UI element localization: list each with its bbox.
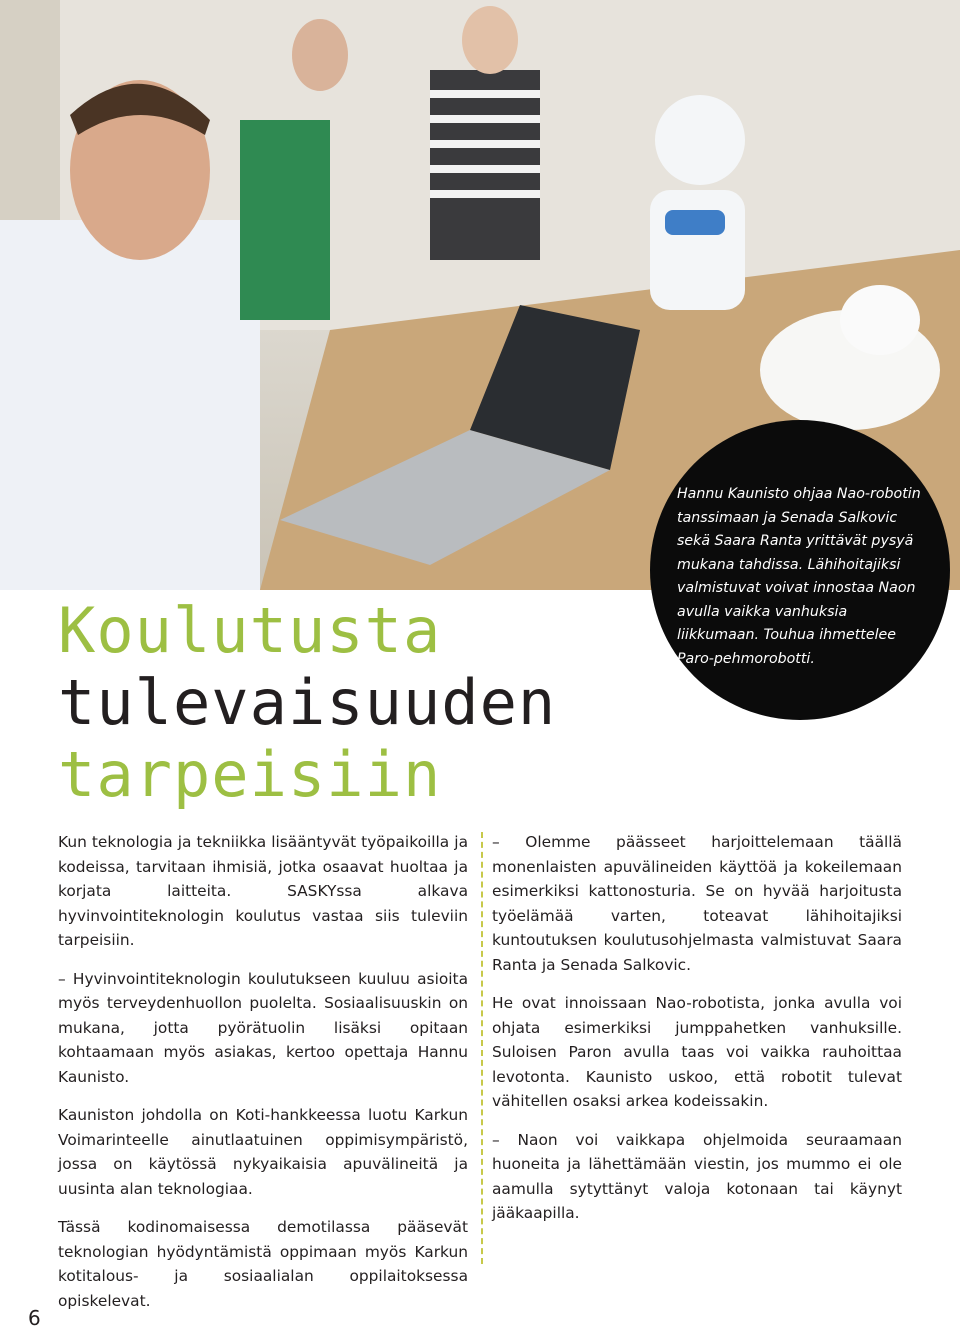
left-column — [58, 830, 468, 1327]
title-line-3: tarpeisiin — [58, 738, 442, 811]
paragraph: – Olemme päässeet harjoittelemaan täällä monenlaisten apuvälineiden käyttöä ja kokeilemaan esimerkiksi kattonosturia. Se on hyvää harjoitusta työelämää varten, toteavat lähihoitajiksi kuntoutuksen koulutusohjelmasta valmistuvat Saara Ranta ja Senada Salkovic. — [492, 833, 902, 974]
paragraph: He ovat innoissaan Nao-robotista, jonka avulla voi ohjata esimerkiksi jumppahetken vanhuksille. Suloisen Paron avulla taas voi vaikka rauhoittaa levotonta. Kaunisto uskoo, että robotit tulevat vähitellen osaksi arkea kodeissakin. — [492, 994, 902, 1110]
right-column — [492, 830, 902, 1240]
title-line-2: tulevaisuuden — [58, 666, 557, 739]
column-divider — [481, 832, 483, 1264]
paragraph: Tässä kodinomaisessa demotilassa pääsevät teknologian hyödyntämistä oppimaan myös Karkun kotitalous- ja sosiaalialan oppilaitoksessa opiskelevat. — [58, 1218, 468, 1310]
page-number: 6 — [28, 1306, 41, 1330]
paragraph: – Hyvinvointiteknologin koulutukseen kuuluu asioita myös terveydenhuollon puolelta. Sosiaalisuuskin on mukana, jotta pyörätuolin lisäksi opitaan kohtaamaan myös asiakas, kertoo opettaja Hannu Kaunisto. — [58, 969, 468, 1086]
title-line-1: Koulutusta — [58, 594, 442, 667]
paragraph: – Naon voi vaikkapa ohjelmoida seuraamaan huoneita ja lähettämään viestin, jos mummo ei ole aamulla sytyttänyt valoja kotonaan tai käynyt jääkaapilla. — [492, 1130, 902, 1222]
paragraph: Kauniston johdolla on Koti-hankkeessa luotu Karkun Voimarinteelle ainutlaatuinen oppimisympäristö, jossa on käytössä nykyaikaisia apuvälineitä ja uusinta alan teknologiaa. — [58, 1106, 468, 1198]
paragraph: Kun teknologia ja tekniikka lisääntyvät työpaikoilla ja kodeissa, tarvitaan ihmisiä, jotka osaavat huoltaa ja korjata laitteita. SASKYssa alkava hyvinvointiteknologin koulutus vastaa siis tuleviin tarpeisiin. — [58, 833, 468, 949]
photo-caption: Hannu Kaunisto ohjaa Nao-robotin tanssimaan ja Senada Salkovic sekä Saara Ranta yrittävät pysyä mukana tahdissa. Lähihoitajiksi valmistuvat voivat innostaa Naon avulla vaikka vanhuksia liikkumaan. Touhua ihmettelee Paro-pehmorobotti. — [677, 486, 921, 667]
article-title — [58, 595, 556, 811]
